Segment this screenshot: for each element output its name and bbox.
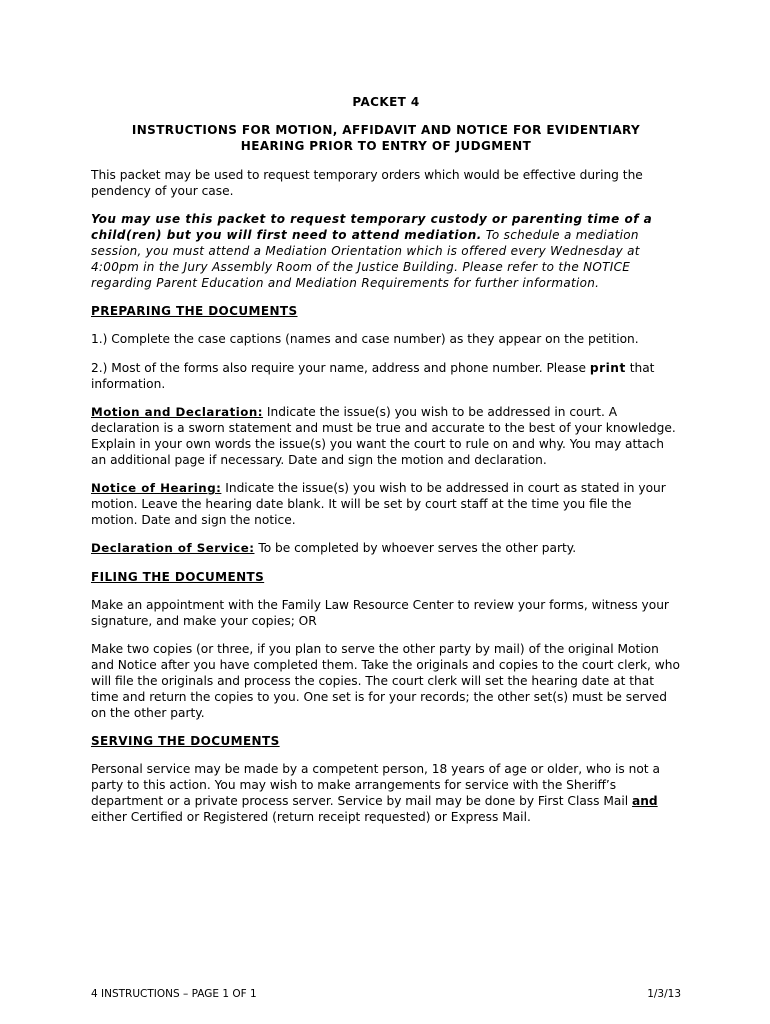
motion-declaration-paragraph [91, 404, 681, 468]
motion-declaration-text: Indicate the issue(s) you wish to be addressed in court. A declaration is a sworn statement and must be true and accurate to the best of your knowledge. Explain in your own words the issue(s) you want the court to rule on and why. You may attach an additional page if necessary. Date and sign the motion and declaration. [91, 405, 676, 467]
step-2-text: 2.) Most of the forms also require your name, address and phone number. Please [91, 361, 587, 375]
notice-of-hearing-text: Indicate the issue(s) you wish to be addressed in court as stated in your motion. Leave the hearing date blank. It will be set by court staff at the time you file the motion. Date and sign the notice. [91, 481, 666, 527]
serving-and: and [632, 794, 658, 808]
main-title-line1: INSTRUCTIONS FOR MOTION, AFFIDAVIT AND NOTICE FOR EVIDENTIARY [131, 123, 641, 137]
custody-bold-text: You may use this packet to request temporary custody or parenting time of a child(ren) but you will first need to attend mediation. [91, 212, 653, 242]
filing-paragraph-2: Make two copies (or three, if you plan to serve the other party by mail) of the original Motion and Notice after you have completed them. Take the originals and copies to the court clerk, who will file the originals and process the copies. The court clerk will set the hearing date at that time and return the copies to you. One set is for your records; the other set(s) must be served on the other party. [91, 642, 680, 720]
notice-of-hearing-paragraph [91, 480, 681, 528]
packet-title: PACKET 4 [352, 95, 420, 109]
step-2-text-end: that information. [91, 361, 655, 391]
preparing-heading: PREPARING THE DOCUMENTS [91, 304, 298, 318]
main-title [91, 122, 681, 154]
step-1: 1.) Complete the case captions (names and case number) as they appear on the petition. [91, 332, 639, 346]
serving-heading: SERVING THE DOCUMENTS [91, 734, 280, 748]
custody-paragraph [91, 211, 681, 291]
filing-paragraph-1: Make an appointment with the Family Law Resource Center to review your forms, witness your signature, and make your copies; OR [91, 598, 669, 628]
custody-italic-text: To schedule a mediation session, you must attend a Mediation Orientation which is offered every Wednesday at 4:00pm in the Jury Assembly Room of the Justice Building. Please refer to the NOTICE regarding Parent Education and Mediation Requirements for further information. [91, 228, 640, 290]
serving-text: Personal service may be made by a competent person, 18 years of age or older, who is not a party to this action. You may wish to make arrangements for service with the Sheriff’s department or a private process server. Service by mail may be done by First Class Mail [91, 762, 660, 808]
declaration-of-service-label: Declaration of Service: [91, 541, 255, 555]
notice-of-hearing-label: Notice of Hearing: [91, 481, 222, 495]
filing-heading: FILING THE DOCUMENTS [91, 570, 265, 584]
intro-paragraph: This packet may be used to request temporary orders which would be effective during the pendency of your case. [91, 168, 643, 198]
declaration-of-service-text: To be completed by whoever serves the other party. [258, 541, 577, 555]
step-2 [91, 360, 681, 392]
main-title-line2: HEARING PRIOR TO ENTRY OF JUDGMENT [240, 139, 532, 153]
motion-declaration-label: Motion and Declaration: [91, 405, 264, 419]
step-2-print: print [589, 361, 626, 375]
footer-page-label: 4 INSTRUCTIONS – PAGE 1 OF 1 [91, 988, 257, 1000]
footer-date: 1/3/13 [647, 988, 681, 1000]
declaration-of-service-paragraph [91, 540, 681, 556]
serving-text-end: either Certified or Registered (return receipt requested) or Express Mail. [91, 810, 531, 824]
serving-paragraph [91, 761, 681, 825]
